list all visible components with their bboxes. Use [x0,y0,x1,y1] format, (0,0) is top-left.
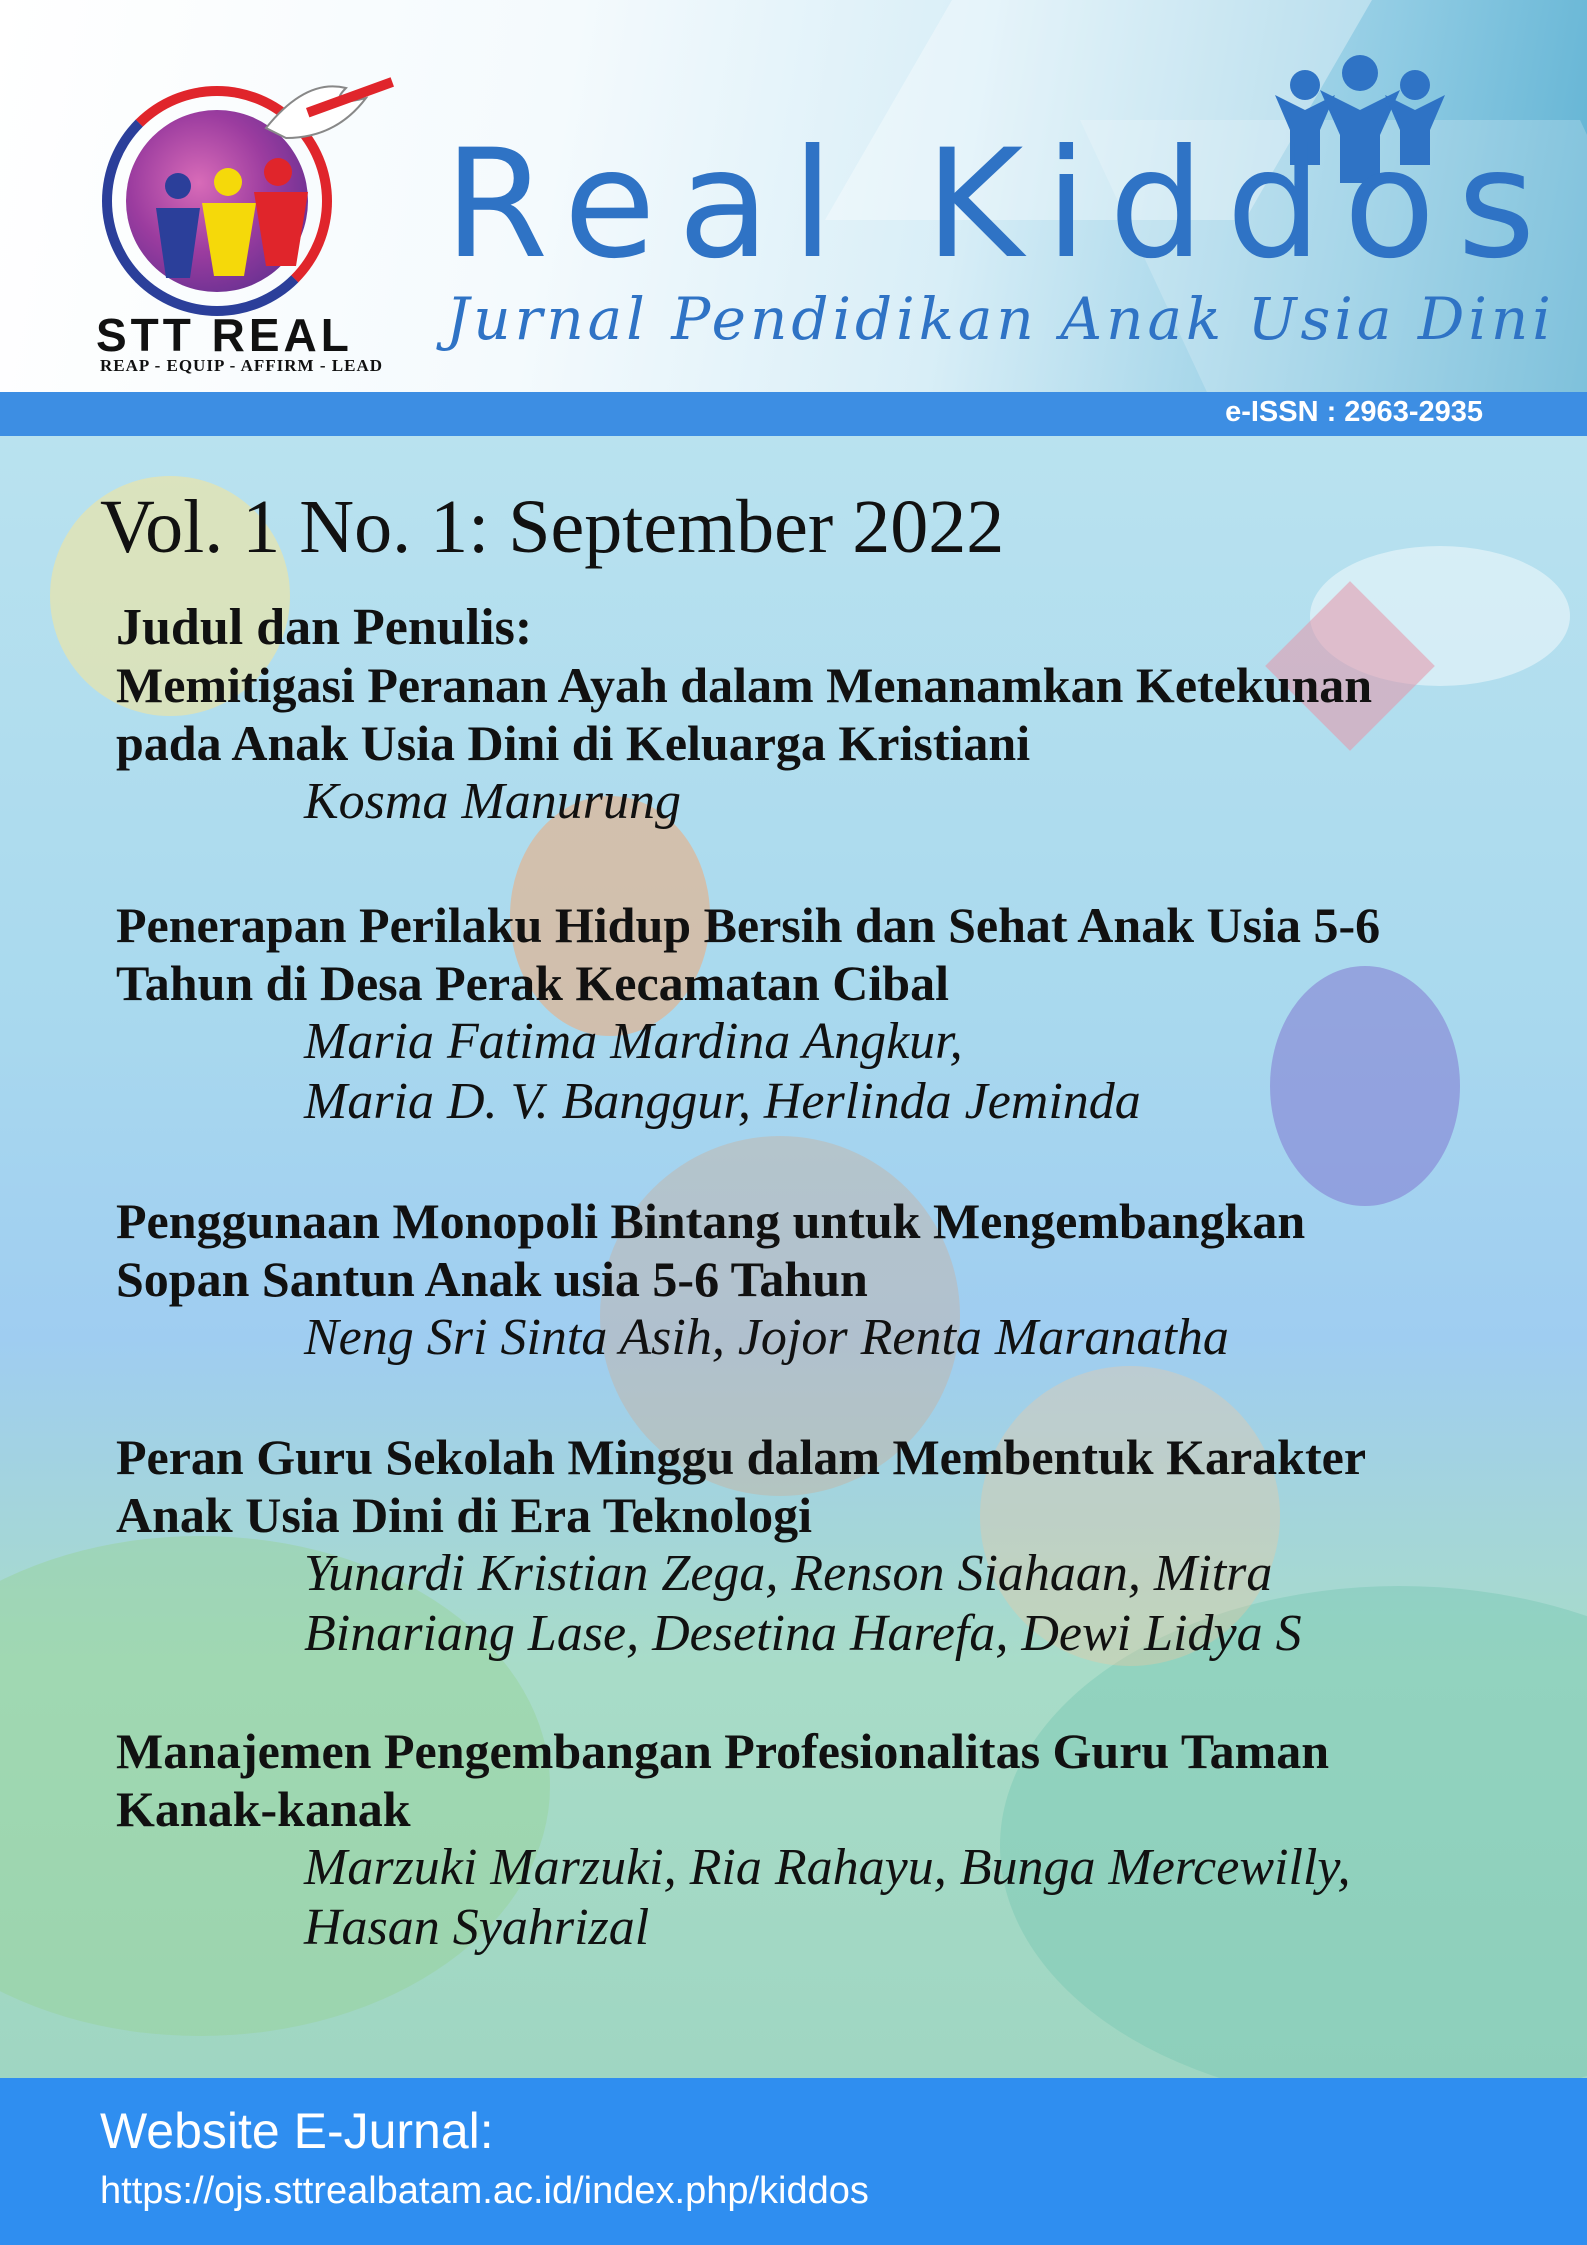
article-title: Manajemen Pengembangan Profesionalitas Guru Taman [116,1723,1330,1779]
cover-footer [0,2078,1587,2245]
website-url[interactable]: https://ojs.sttrealbatam.ac.id/index.php/kiddos [100,2170,869,2212]
article-entry [116,1192,1556,1368]
article-title: Memitigasi Peranan Ayah dalam Menanamkan Ketekunan [116,657,1373,713]
journal-title: Real Kiddos [444,118,1558,292]
issn-bar [0,392,1587,436]
cover-header [0,0,1587,392]
website-label: Website E-Jurnal: [100,2103,494,2159]
article-entry [116,656,1556,832]
article-title: Penggunaan Monopoli Bintang untuk Mengembangkan [116,1193,1306,1249]
stt-real-logo [96,58,426,376]
article-authors: Yunardi Kristian Zega, Renson Siahaan, Mitra [304,1545,1273,1602]
article-authors: Binariang Lase, Desetina Harefa, Dewi Lidya S [304,1605,1302,1662]
contents-label: Judul dan Penulis: [116,599,533,656]
article-title: pada Anak Usia Dini di Keluarga Kristiani [116,715,1031,771]
article-entry [116,1428,1556,1664]
issue-contents [0,436,1587,2078]
article-title: Tahun di Desa Perak Kecamatan Cibal [116,955,949,1011]
article-title: Penerapan Perilaku Hidup Bersih dan Sehat Anak Usia 5-6 [116,897,1381,953]
dove-icon [246,58,396,158]
article-authors: Kosma Manurung [304,773,682,830]
article-entry [116,1722,1556,1958]
article-title: Peran Guru Sekolah Minggu dalam Membentuk Karakter [116,1429,1367,1485]
article-authors: Marzuki Marzuki, Ria Rahayu, Bunga Mercewilly, [304,1839,1351,1896]
journal-subtitle: Jurnal Pendidikan Anak Usia Dini [446,285,1555,353]
issn-number: e-ISSN : 2963-2935 [1225,396,1483,428]
logo-tagline: REAP - EQUIP - AFFIRM - LEAD [100,356,383,375]
article-authors: Hasan Syahrizal [304,1899,650,1956]
article-entry [116,896,1556,1132]
article-authors: Maria D. V. Banggur, Herlinda Jeminda [304,1073,1141,1130]
article-title: Anak Usia Dini di Era Teknologi [116,1487,813,1543]
children-figures-icon [136,148,316,288]
article-authors: Neng Sri Sinta Asih, Jojor Renta Maranatha [304,1309,1229,1366]
logo-name: STT REAL [96,309,353,361]
article-title: Kanak-kanak [116,1781,411,1837]
issue-volume: Vol. 1 No. 1: September 2022 [100,485,1005,569]
article-title: Sopan Santun Anak usia 5-6 Tahun [116,1251,868,1307]
article-authors: Maria Fatima Mardina Angkur, [304,1013,963,1070]
